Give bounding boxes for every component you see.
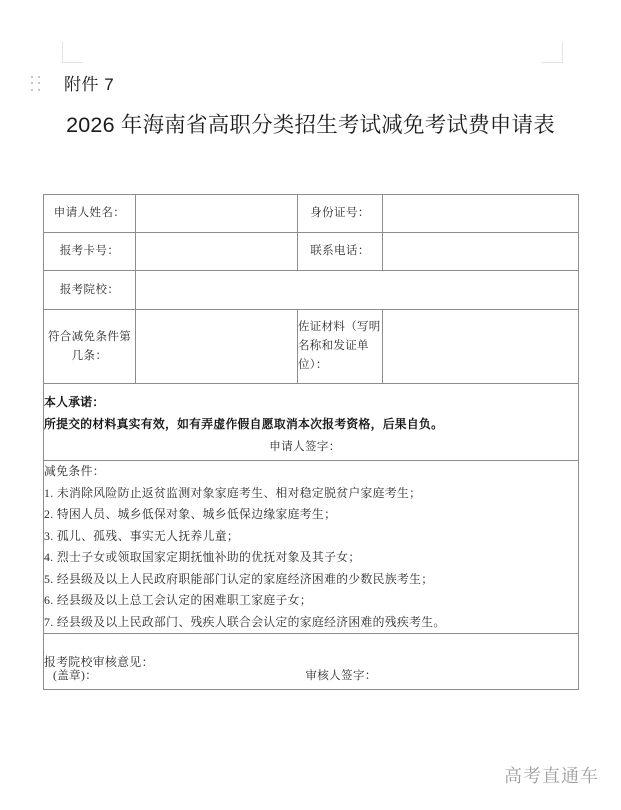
attachment-label: 附件 7	[64, 75, 115, 94]
list-item: 7. 经县级及以上民政部门、残疾人联合会认定的家庭经济困难的残疾考生。	[44, 614, 446, 629]
review-cell	[44, 634, 579, 690]
list-item: 2. 特困人员、城乡低保对象、城乡低保边缘家庭考生；	[44, 507, 337, 521]
table-row	[44, 195, 579, 233]
proof-material-label: 佐证材料（写明名称和发证单位）：	[298, 310, 383, 384]
drag-handle-dot	[38, 89, 40, 91]
condition-clause-label: 符合减免条件第几条：	[44, 310, 136, 384]
drag-handle-dot	[38, 82, 40, 84]
drag-handle-dot	[31, 89, 33, 91]
stamp-label: (盖章)：	[53, 670, 98, 682]
exam-card-label: 报考卡号：	[44, 233, 136, 271]
condition-clause-field[interactable]	[136, 310, 298, 384]
review-footer	[53, 667, 568, 683]
promise-heading: 本人承诺：	[44, 394, 105, 409]
application-form-table	[43, 194, 579, 690]
drag-handle-dot	[31, 76, 33, 78]
promise-cell	[44, 384, 579, 461]
promise-text: 所提交的材料真实有效，如有弄虚作假自愿取消本次报考资格，后果自负。	[44, 416, 444, 431]
id-number-field[interactable]	[383, 195, 579, 233]
applicant-name-field[interactable]	[136, 195, 298, 233]
school-field[interactable]	[136, 271, 579, 310]
conditions-heading: 减免条件：	[44, 464, 105, 478]
page-title: 2026 年海南省高职分类招生考试减免考试费申请表	[66, 113, 555, 137]
page-crop-mark-top-left	[62, 42, 83, 63]
applicant-name-label: 申请人姓名：	[44, 195, 136, 233]
review-heading: 报考院校审核意见：	[44, 654, 154, 669]
list-item: 3. 孤儿、孤残、事实无人抚养儿童；	[44, 528, 240, 543]
table-row	[44, 310, 579, 384]
drag-handle-icon[interactable]	[31, 76, 42, 93]
table-row-review	[44, 634, 579, 690]
list-item: 5. 经县级及以上人民政府职能部门认定的家庭经济困难的少数民族考生；	[44, 571, 434, 586]
reviewer-signature-label[interactable]: 审核人签字：	[305, 670, 377, 682]
table-row	[44, 233, 579, 271]
conditions-cell	[44, 461, 579, 634]
table-row	[44, 271, 579, 310]
watermark: 高考直通车	[504, 766, 599, 786]
drag-handle-dot	[38, 76, 40, 78]
list-item: 4. 烈士子女或领取国家定期抚恤补助的优抚对象及其子女；	[44, 550, 361, 564]
drag-handle-dot	[31, 82, 33, 84]
list-item: 1. 未消除风险防止返贫监测对象家庭考生、相对稳定脱贫户家庭考生；	[44, 485, 422, 500]
table-row-conditions	[44, 461, 579, 634]
table-row-promise	[44, 384, 579, 461]
conditions-list	[44, 483, 578, 634]
phone-label: 联系电话：	[298, 233, 383, 271]
list-item: 6. 经县级及以上总工会认定的困难职工家庭子女；	[44, 593, 312, 607]
school-label: 报考院校：	[44, 271, 136, 310]
id-number-label: 身份证号：	[298, 195, 383, 233]
page-crop-mark-top-right	[542, 42, 563, 63]
phone-field[interactable]	[383, 233, 579, 271]
applicant-signature-label[interactable]: 申请人签字：	[269, 440, 341, 453]
exam-card-field[interactable]	[136, 233, 298, 271]
proof-material-field[interactable]	[383, 310, 579, 384]
